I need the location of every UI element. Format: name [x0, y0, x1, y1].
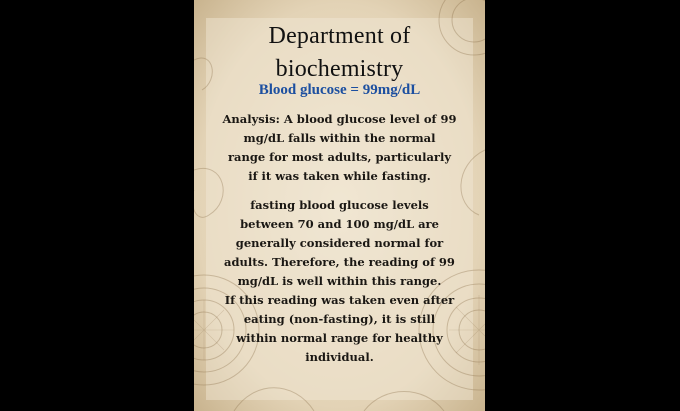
analysis-paragraph: [208, 110, 471, 186]
text-line: range for most adults, particularly: [227, 150, 452, 164]
page-title-line-1: Department of: [268, 23, 411, 49]
page-title-line-2: biochemistry: [275, 56, 404, 82]
explanation-paragraph: [208, 196, 471, 367]
text-line: mg/dL falls within the normal: [243, 131, 436, 145]
text-line: eating (non-fasting), it is still: [243, 312, 436, 326]
text-line: mg/dL is well within this range.: [237, 274, 442, 288]
text-line: if it was taken while fasting.: [248, 169, 431, 183]
text-line: between 70 and 100 mg/dL are: [240, 217, 439, 231]
text-line: If this reading was taken even after: [224, 293, 455, 307]
card-content: [194, 0, 485, 411]
text-line: adults. Therefore, the reading of 99: [224, 255, 455, 269]
glucose-reading-subtitle: Blood glucose = 99mg/dL: [258, 82, 421, 98]
info-card: [194, 0, 485, 411]
text-line: generally considered normal for: [235, 236, 444, 250]
text-line: individual.: [305, 350, 374, 364]
text-line: fasting blood glucose levels: [250, 198, 429, 212]
text-line: Analysis: A blood glucose level of 99: [222, 112, 457, 126]
text-line: within normal range for healthy: [236, 331, 443, 345]
